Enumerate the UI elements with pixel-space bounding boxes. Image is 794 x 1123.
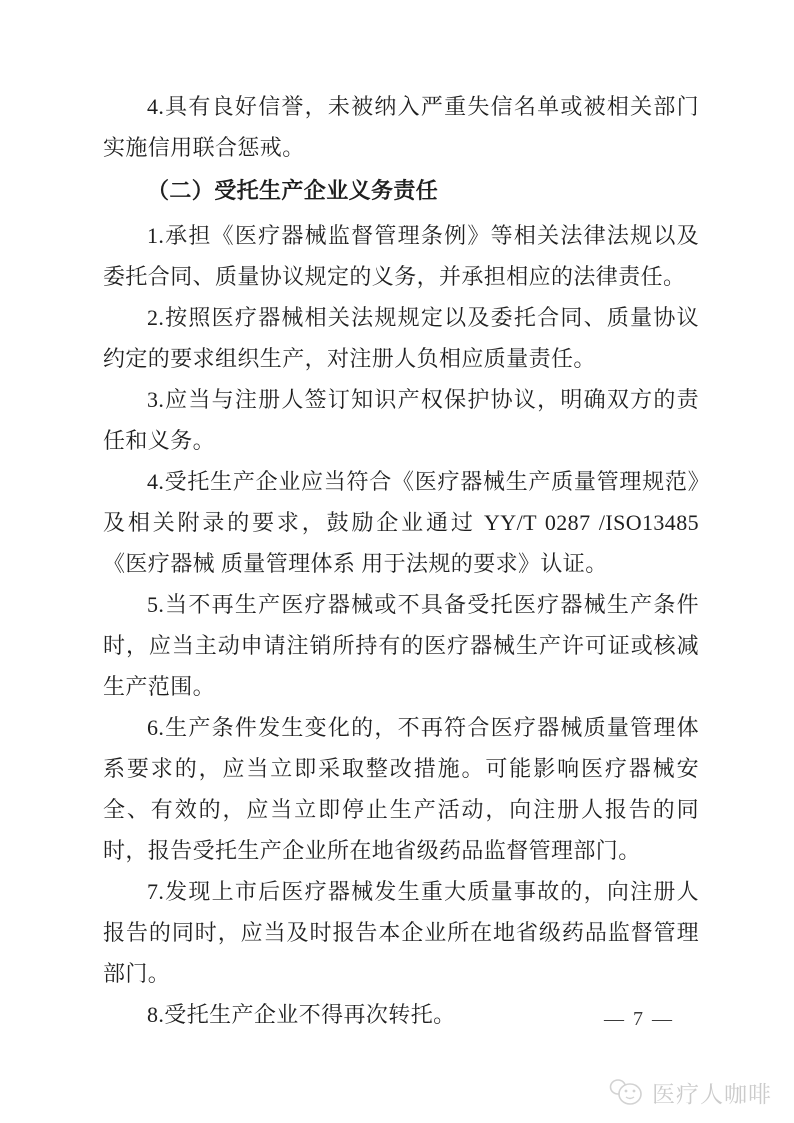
- paragraph-credit-standing: 4.具有良好信誉，未被纳入严重失信名单或被相关部门实施信用联合惩戒。: [103, 94, 699, 160]
- paragraph-item-7-quality-incidents: 7.发现上市后医疗器械发生重大质量事故的，向注册人报告的同时，应当及时报告本企业所在地省级药品监督管理部门。: [103, 879, 699, 986]
- paragraph-item-2-organize-production: 2.按照医疗器械相关法规规定以及委托合同、质量协议约定的要求组织生产，对注册人负相应质量责任。: [103, 305, 699, 371]
- paragraph-item-5-license-cancellation: 5.当不再生产医疗器械或不具备受托医疗器械生产条件时，应当主动申请注销所持有的医疗器械生产许可证或核减生产范围。: [103, 592, 699, 699]
- page-number: — 7 —: [604, 1008, 674, 1030]
- paragraph-item-6-condition-changes: 6.生产条件发生变化的，不再符合医疗器械质量管理体系要求的，应当立即采取整改措施。可能影响医疗器械安全、有效的，应当立即停止生产活动，向注册人报告的同时，报告受托生产企业所在地省级药品监督管理部门。: [103, 715, 699, 863]
- paragraph-item-1-legal-obligations: 1.承担《医疗器械监督管理条例》等相关法律法规以及委托合同、质量协议规定的义务，并承担相应的法律责任。: [103, 223, 699, 289]
- paragraph-item-4-quality-standards: 4.受托生产企业应当符合《医疗器械生产质量管理规范》及相关附录的要求，鼓励企业通过 YY/T 0287 /ISO13485《医疗器械 质量管理体系 用于法规的要求》认证。: [103, 469, 699, 576]
- paragraph-item-8-no-subcontracting: 8.受托生产企业不得再次转托。: [147, 1002, 456, 1027]
- watermark-label: 医疗人咖啡: [652, 1081, 772, 1107]
- coffee-mascot-logo-icon: [609, 1078, 645, 1108]
- document-body: [103, 86, 699, 1035]
- section-heading-entrusted-enterprise-duties: （二）受托生产企业义务责任: [147, 178, 439, 203]
- paragraph-item-3-ip-agreement: 3.应当与注册人签订知识产权保护协议，明确双方的责任和义务。: [103, 387, 699, 453]
- watermark: [609, 1076, 772, 1109]
